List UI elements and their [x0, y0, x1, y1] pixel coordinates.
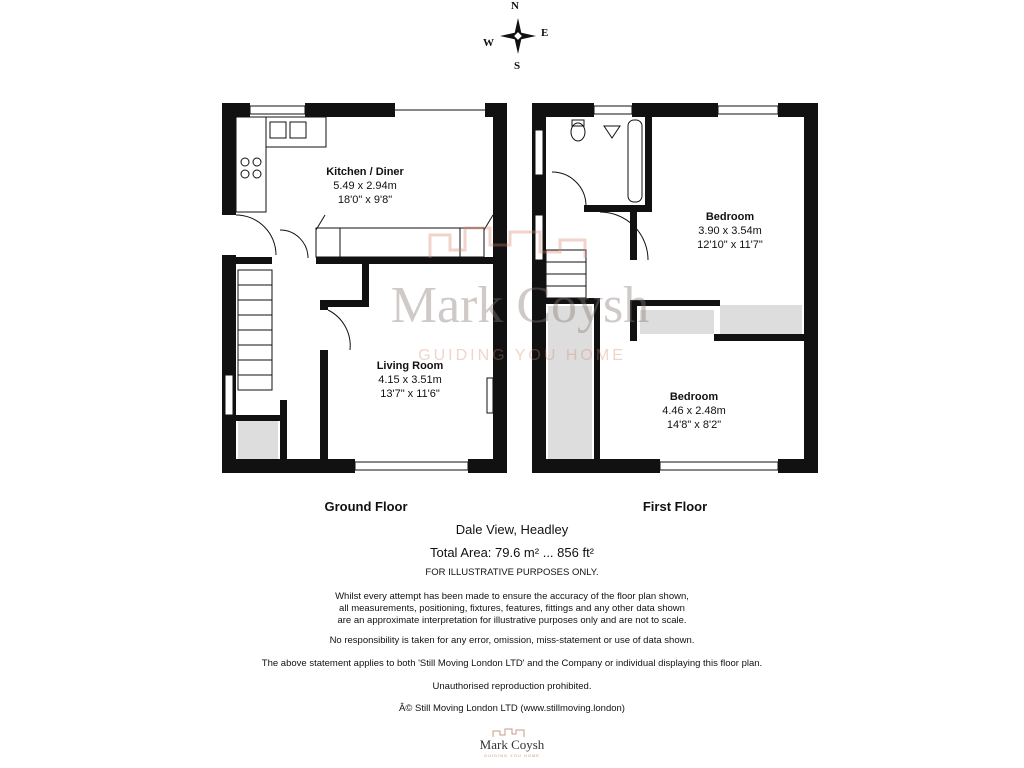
compass-n: N — [511, 0, 519, 12]
room-name: Bedroom — [705, 211, 755, 223]
room-imperial: 12'10" x 11'7" — [697, 239, 763, 251]
room-metric: 5.49 x 2.94m — [333, 180, 397, 192]
footer-logo-tagline: GUIDING YOU HOME — [484, 753, 540, 758]
disclaimer-line-3: are an approximate interpretation for illustrative purposes only and are not to scale. — [337, 615, 687, 626]
room-metric: 4.46 x 2.48m — [662, 405, 726, 417]
room-bedroom-1 — [697, 210, 763, 252]
watermark-text: Mark Coysh — [390, 277, 650, 334]
unauthorised: Unauthorised reproduction prohibited. — [432, 681, 592, 692]
copyright: Â© Still Moving London LTD (www.stillmoving.london) — [399, 703, 625, 714]
room-name: Kitchen / Diner — [326, 166, 404, 178]
room-metric: 3.90 x 3.54m — [698, 225, 762, 237]
room-imperial: 13'7" x 11'6" — [380, 388, 440, 400]
room-imperial: 18'0" x 9'8" — [337, 194, 393, 206]
disclaimer-line-1: Whilst every attempt has been made to ensure the accuracy of the floor plan shown, — [335, 591, 689, 602]
room-imperial: 14'8" x 8'2" — [666, 419, 722, 431]
room-bedroom-2 — [662, 390, 726, 432]
compass-w: W — [483, 37, 494, 49]
room-name: Bedroom — [669, 391, 719, 403]
first-floor-label: First Floor — [642, 499, 708, 514]
total-area: Total Area: 79.6 m² ... 856 ft² — [429, 545, 595, 560]
illustrative-note: FOR ILLUSTRATIVE PURPOSES ONLY. — [425, 567, 599, 578]
no-responsibility: No responsibility is taken for any error, omission, miss-statement or use of data shown. — [329, 635, 695, 646]
watermark-tagline: GUIDING YOU HOME — [418, 347, 626, 364]
address: Dale View, Headley — [455, 522, 569, 537]
statement: The above statement applies to both 'Still Moving London LTD' and the Company or individual displaying this floor plan. — [261, 658, 763, 669]
footer-logo-name: Mark Coysh — [479, 737, 545, 752]
room-kitchen-diner — [326, 165, 404, 207]
disclaimer-line-2: all measurements, positioning, fixtures, features, fittings and any other data shown — [339, 603, 685, 614]
room-living-room — [377, 359, 444, 401]
compass-icon — [500, 18, 536, 54]
ground-floor-label: Ground Floor — [324, 499, 408, 514]
room-metric: 4.15 x 3.51m — [378, 374, 442, 386]
compass-e: E — [541, 27, 549, 39]
room-name: Living Room — [376, 360, 444, 372]
compass-s: S — [514, 60, 521, 72]
